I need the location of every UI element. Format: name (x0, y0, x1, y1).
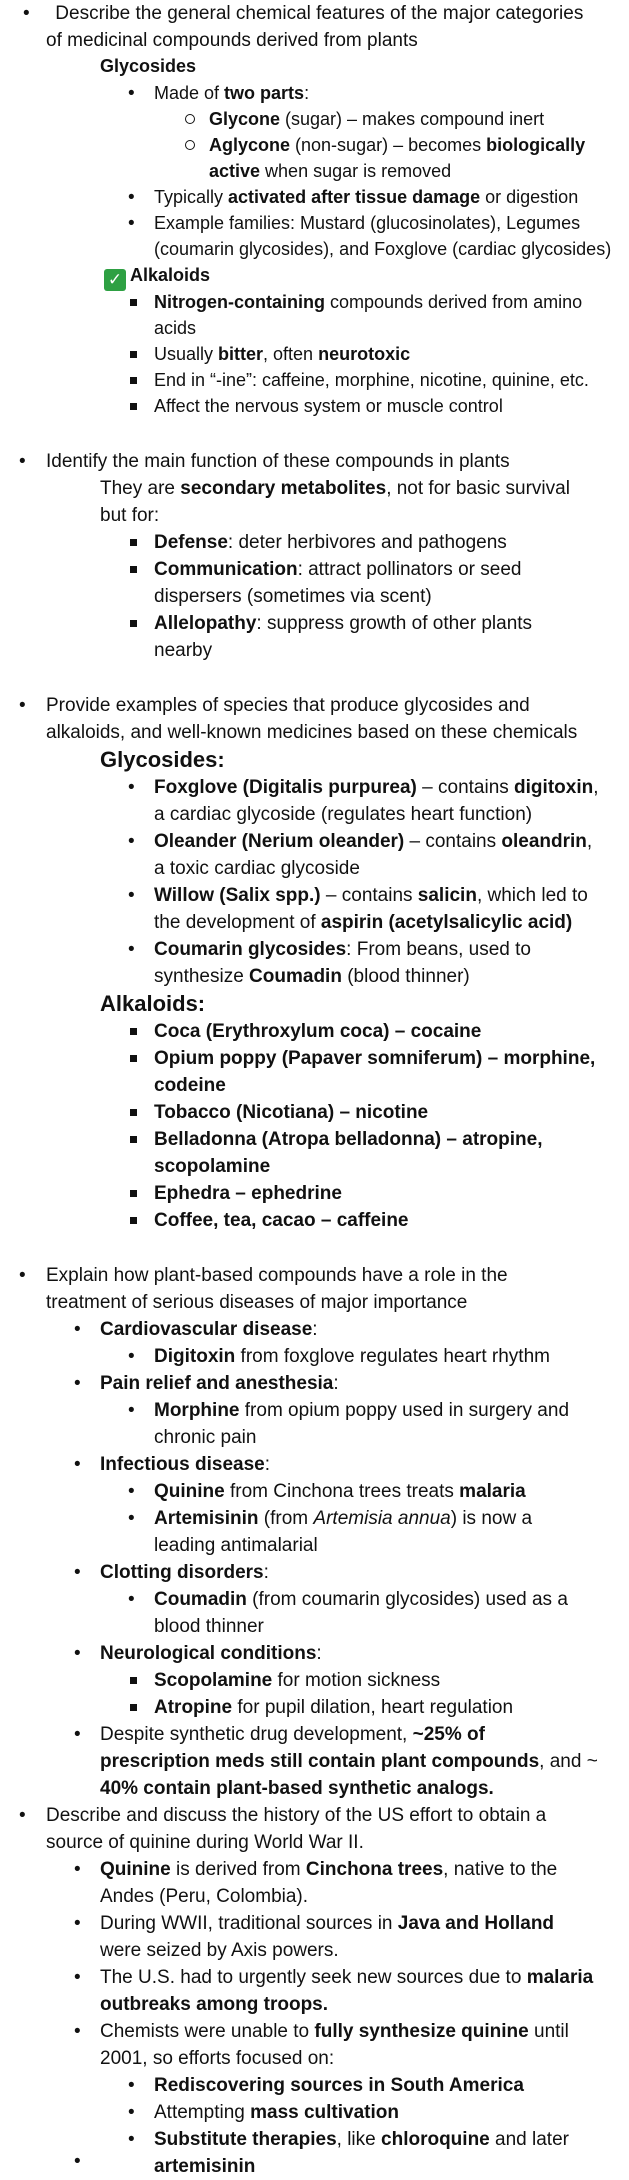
doc-line: • Identify the main function of these compounds in plants (46, 448, 510, 475)
doc-line: • The U.S. had to urgently seek new sources due to malaria (100, 1964, 593, 1991)
doc-line: Belladonna (Atropa belladonna) – atropine, (154, 1126, 542, 1153)
doc-line: scopolamine (154, 1156, 271, 1177)
doc-line: Opium poppy (Papaver somniferum) – morphine, (154, 1045, 595, 1072)
doc-line: Nitrogen-containing compounds derived from amino (154, 289, 582, 316)
doc-line: of medicinal compounds derived from plants (46, 30, 418, 51)
doc-line: • Describe the general chemical features of the major categories (50, 0, 583, 27)
doc-line: Coca (Erythroxylum coca) – cocaine (154, 1018, 481, 1045)
doc-line: ✓ Alkaloids (104, 262, 210, 291)
doc-line: Scopolamine for motion sickness (154, 1667, 440, 1694)
check-mark-icon: ✓ (104, 269, 126, 291)
doc-line: • Morphine from opium poppy used in surgery and (154, 1397, 569, 1424)
doc-line: alkaloids, and well-known medicines based on these chemicals (46, 722, 578, 743)
doc-line: • Quinine is derived from Cinchona trees, native to the (100, 1856, 557, 1883)
doc-line: Communication: attract pollinators or seed (154, 556, 521, 583)
doc-line: Affect the nervous system or muscle control (154, 393, 503, 420)
doc-line: • Attempting mass cultivation (154, 2099, 399, 2126)
doc-line: Glycone (sugar) – makes compound inert (209, 106, 544, 133)
doc-line: a cardiac glycoside (regulates heart function) (154, 804, 533, 825)
doc-line: Ephedra – ephedrine (154, 1180, 342, 1207)
doc-line: prescription meds still contain plant compounds, and ~ (100, 1751, 598, 1772)
doc-line: • Example families: Mustard (glucosinolates), Legumes (154, 210, 580, 237)
doc-line: End in “-ine”: caffeine, morphine, nicotine, quinine, etc. (154, 367, 589, 394)
doc-line: • Typically activated after tissue damage or digestion (154, 184, 578, 211)
doc-line: dispersers (sometimes via scent) (154, 586, 432, 607)
doc-line: Allelopathy: suppress growth of other plants (154, 610, 532, 637)
doc-line: • Pain relief and anesthesia: (100, 1370, 339, 1397)
doc-line: Glycosides (100, 56, 197, 76)
doc-line: • Rediscovering sources in South America (154, 2072, 524, 2099)
doc-line: • Coumarin glycosides: From beans, used to (154, 936, 531, 963)
doc-line: codeine (154, 1075, 226, 1096)
doc-line: • Digitoxin from foxglove regulates heart rhythm (154, 1343, 550, 1370)
doc-line: Usually bitter, often neurotoxic (154, 341, 410, 368)
doc-line: Aglycone (non-sugar) – becomes biologically (209, 132, 585, 159)
doc-line: nearby (154, 640, 213, 661)
doc-line: acids (154, 318, 197, 338)
doc-line: Glycosides: (100, 747, 225, 772)
doc-line: • Substitute therapies, like chloroquine and later (154, 2126, 569, 2153)
doc-line: artemisinin (154, 2156, 256, 2177)
doc-line: • Foxglove (Digitalis purpurea) – contains digitoxin, (154, 774, 598, 801)
doc-line: • Made of two parts: (154, 80, 309, 107)
doc-line: Alkaloids: (100, 991, 206, 1016)
empty-bullet (100, 2148, 105, 2175)
doc-line: leading antimalarial (154, 1535, 318, 1556)
doc-line: • Infectious disease: (100, 1451, 270, 1478)
doc-line: • Chemists were unable to fully synthesize quinine until (100, 2018, 569, 2045)
doc-line: Andes (Peru, Colombia). (100, 1886, 309, 1907)
doc-line: • Cardiovascular disease: (100, 1316, 318, 1343)
doc-line: • Coumadin (from coumarin glycosides) used as a (154, 1586, 568, 1613)
doc-line: Defense: deter herbivores and pathogens (154, 529, 507, 556)
doc-line: • Describe and discuss the history of the US effort to obtain a (46, 1802, 546, 1829)
doc-line: • Clotting disorders: (100, 1559, 269, 1586)
doc-line: (coumarin glycosides), and Foxglove (cardiac glycosides) (154, 239, 612, 259)
doc-line: • Willow (Salix spp.) – contains salicin, which led to (154, 882, 588, 909)
doc-line: They are secondary metabolites, not for basic survival (100, 478, 570, 499)
doc-line: outbreaks among troops. (100, 1994, 329, 2015)
doc-line: • Despite synthetic drug development, ~25% of (100, 1721, 485, 1748)
doc-line: 40% contain plant-based synthetic analogs. (100, 1778, 494, 1799)
doc-line: blood thinner (154, 1616, 264, 1637)
doc-line: active when sugar is removed (209, 161, 452, 181)
doc-line: were seized by Axis powers. (100, 1940, 339, 1961)
doc-line: Coffee, tea, cacao – caffeine (154, 1207, 409, 1234)
doc-line: but for: (100, 505, 160, 526)
doc-line: the development of aspirin (acetylsalicylic acid) (154, 912, 573, 933)
doc-line: 2001, so efforts focused on: (100, 2048, 335, 2069)
doc-line: synthesize Coumadin (blood thinner) (154, 966, 470, 987)
doc-line: Atropine for pupil dilation, heart regulation (154, 1694, 513, 1721)
doc-line: treatment of serious diseases of major importance (46, 1292, 468, 1313)
doc-line: • Neurological conditions: (100, 1640, 322, 1667)
doc-line: a toxic cardiac glycoside (154, 858, 360, 879)
doc-line: • Explain how plant-based compounds have a role in the (46, 1262, 508, 1289)
doc-line: source of quinine during World War II. (46, 1832, 364, 1853)
doc-line: • Quinine from Cinchona trees treats malaria (154, 1478, 526, 1505)
doc-line: • During WWII, traditional sources in Java and Holland (100, 1910, 554, 1937)
doc-line: • Artemisinin (from Artemisia annua) is now a (154, 1505, 532, 1532)
doc-line: • Provide examples of species that produce glycosides and (46, 692, 530, 719)
doc-line: • Oleander (Nerium oleander) – contains oleandrin, (154, 828, 592, 855)
doc-line: Tobacco (Nicotiana) – nicotine (154, 1099, 428, 1126)
doc-line: chronic pain (154, 1427, 257, 1448)
